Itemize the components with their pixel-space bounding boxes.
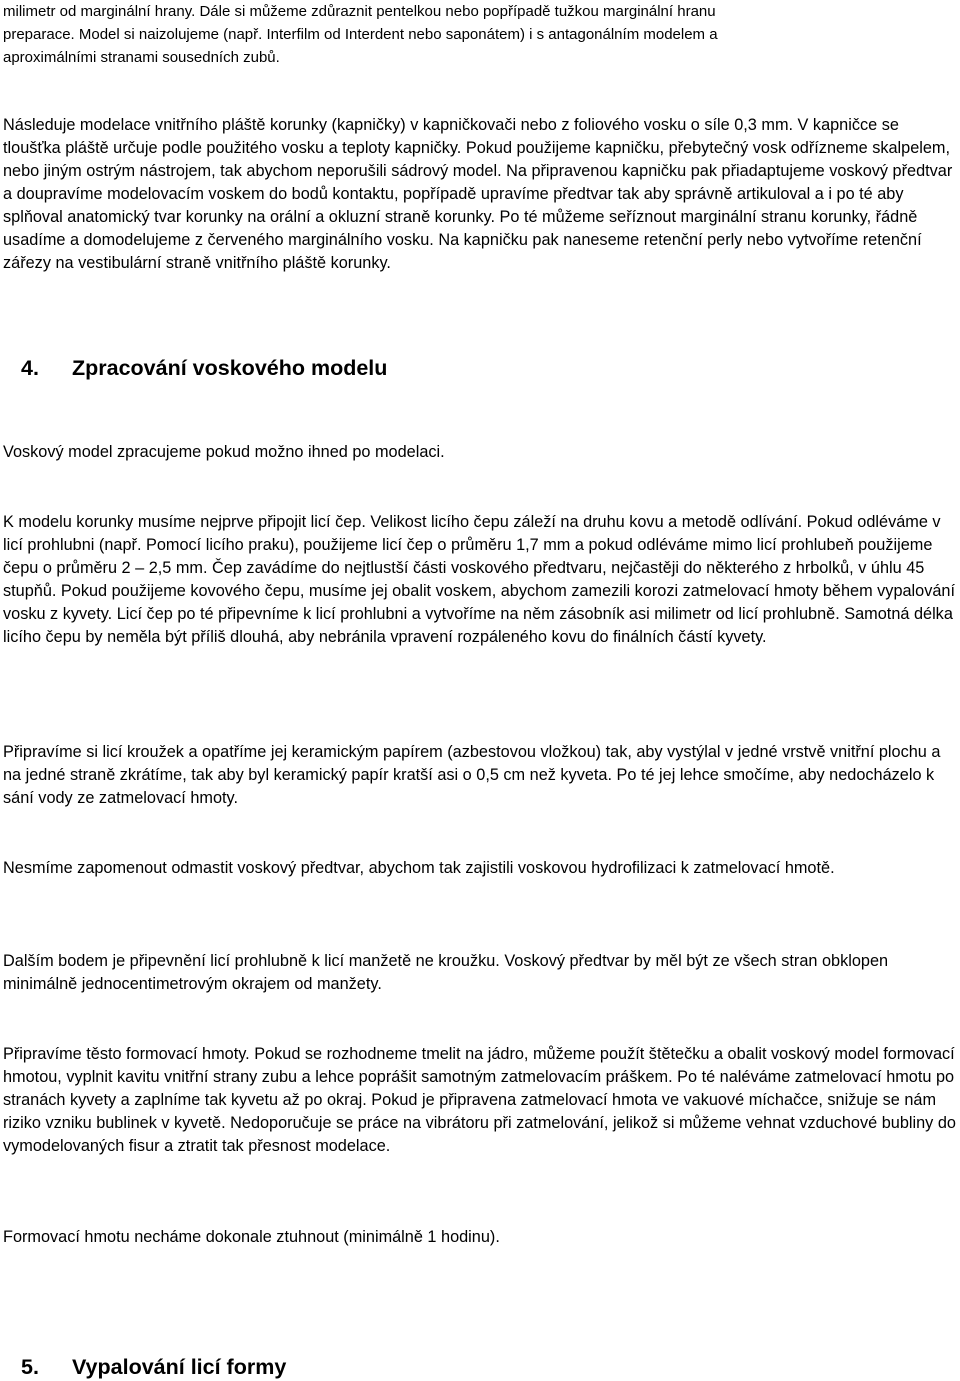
paragraph-zpracujeme: Voskový model zpracujeme pokud možno ihned po modelaci.: [3, 443, 445, 461]
paragraph-intro: [3, 0, 959, 69]
section-heading-5: [21, 1355, 286, 1380]
section-heading-4: [21, 356, 387, 381]
paragraph-testo: Připravíme těsto formovací hmoty. Pokud se rozhodneme tmelit na jádro, můžeme použít štětečku a obalit voskový model formovací hmotou, vyplnit kavitu vnitřní strany zubu a lehce poprášit samotným zatmelovacím práškem. Po té naléváme zatmelovací hmotu po stranách kyvety a zaplníme tak kyvetu až po okraj. Pokud je připravena zatmelovací hmota ve vakuové míchačce, snižuje se nám riziko vzniku bublinek v kyvetě. Nedoporučuje se práce na vibrátoru při zatmelování, jelikož si můžeme vehnat vzduchové bubliny do vymodelovaných fisur a ztratit tak přesnost modelace.: [3, 1045, 956, 1155]
text-line: milimetr od marginální hrany. Dále si můžeme zdůraznit pentelkou nebo popřípadě tužkou marginální hranu: [3, 3, 716, 20]
paragraph-lici-krouzek: Připravíme si licí kroužek a opatříme jej keramickým papírem (azbestovou vložkou) tak, aby vystýlal v jedné vrstvě vnitřní plochu a na jedné straně zkrátíme, tak aby byl keramický papír kratší asi o 0,5 cm než kyveta. Po té jej lehce smočíme, aby nedocházelo k sání vody ze zatmelovací hmoty.: [3, 743, 941, 807]
text-line: aproximálními stranami sousedních zubů.: [3, 49, 280, 66]
paragraph-manzeta: Dalším bodem je připevnění licí prohlubně k licí manžetě ne kroužku. Voskový předtvar by měl být ze všech stran obklopen minimálně jednocentimetrovým okrajem od manžety.: [3, 952, 889, 993]
text-line: preparace. Model si naizolujeme (např. Interfilm od Interdent nebo saponátem) i s antagonálním modelem a: [3, 26, 718, 43]
paragraph-odmastit: Nesmíme zapomenout odmastit voskový předtvar, abychom tak zajistili voskovou hydrofilizaci k zatmelovací hmotě.: [3, 859, 835, 877]
section-title: Vypalování licí formy: [72, 1355, 287, 1379]
paragraph-lici-cep: K modelu korunky musíme nejprve připojit licí čep. Velikost licího čepu záleží na druhu kovu a metodě odlívání. Pokud odléváme v licí prohlubni (např. Pomocí licího praku), použijeme licí čep o průměru 1,7 mm a pokud odléváme mimo licí prohlubeň použijeme čepu o průměru 2 – 2,5 mm. Čep zavádíme do nejtlustší části voskového předtvaru, nejčastěji do některého z hrbolků, v úhlu 45 stupňů. Pokud použijeme kovového čepu, musíme jej obalit voskem, abychom zamezili korozi zatmelovací hmoty během vypalování vosku z kyvety. Licí čep po té připevníme k licí prohlubni a vytvoříme na něm zásobník asi milimetr od licí prohlubně. Samotná délka licího čepu by neměla být příliš dlouhá, aby nebránila vpravení rozpáleného kovu do finálních částí kyvety.: [3, 513, 956, 646]
section-number: 4.: [21, 356, 39, 380]
section-number: 5.: [21, 1355, 39, 1379]
paragraph-tuhnout: Formovací hmotu necháme dokonale ztuhnout (minimálně 1 hodinu).: [3, 1228, 500, 1246]
paragraph-modelace: Následuje modelace vnitřního pláště korunky (kapničky) v kapničkovači nebo z foliového vosku o síle 0,3 mm. V kapničce se tloušťka pláště určuje podle použitého vosku a teploty kapničky. Pokud použijeme kapničku, přebytečný vosk odřízneme skalpelem, nebo jiným ostrým nástrojem, tak abychom neporušili sádrový model. Na připravenou kapničku pak přiadaptujeme voskový předtvar a doupravíme modelovacím voskem do bodů kontaktu, popřípadě upravíme předtvar tak aby správně artikuloval a i po té aby splňoval anatomický tvar korunky na orální a okluzní straně korunky. Po té můžeme seříznout marginální stranu korunky, řádně usadíme a domodelujeme z červeného marginálního vosku. Na kapničku pak naneseme retenční perly nebo vytvoříme retenční zářezy na vestibulární straně vnitřního pláště korunky.: [3, 116, 953, 272]
section-title: Zpracování voskového modelu: [72, 356, 388, 380]
